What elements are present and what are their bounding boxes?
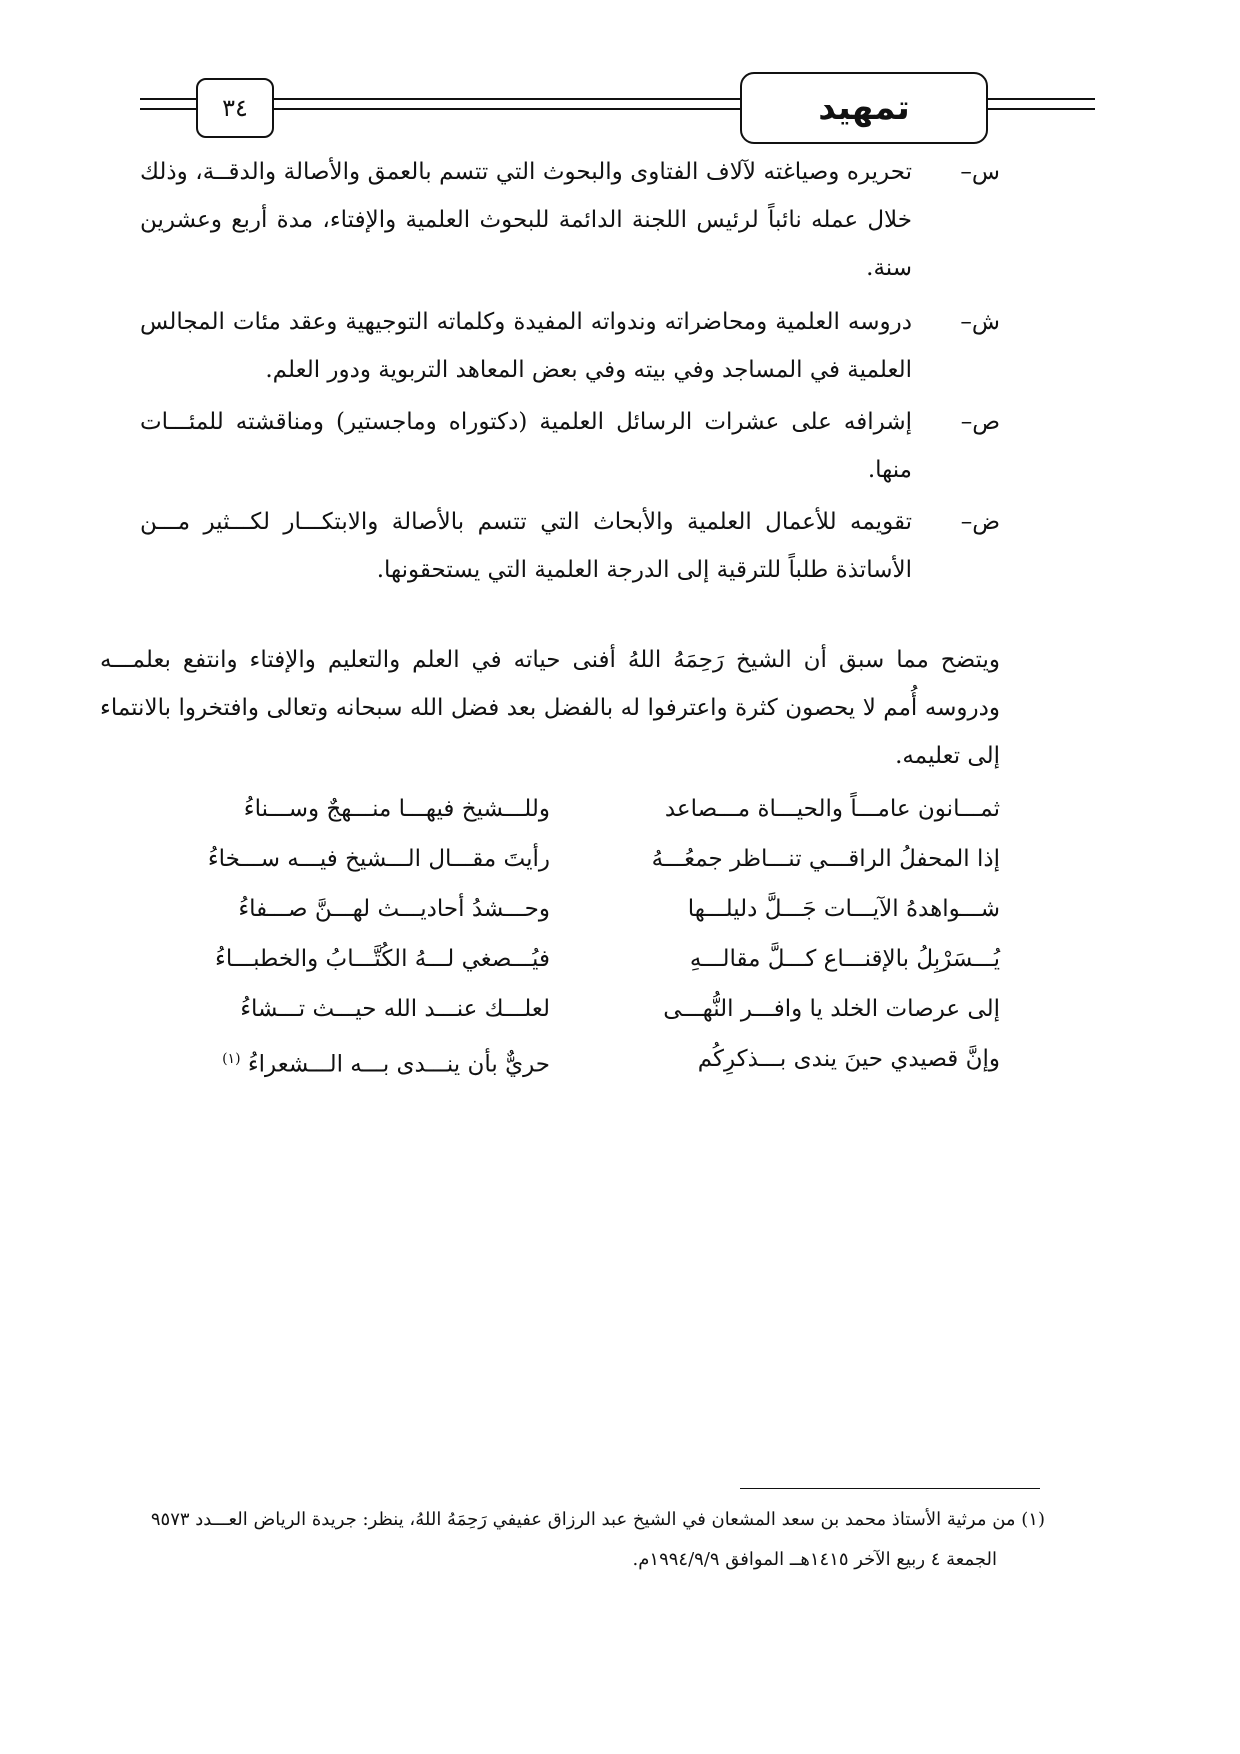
body-paragraph: ويتضح مما سبق أن الشيخ رَحِمَهُ اللهُ أفنى حياته في العلم والتعليم والإفتاء وانتفع بعلمـــه ودروسه أُمم لا يحصون كثرة واعترفوا له بالفضل بعد فضل الله سبحانه وتعالى وافتخروا بالانتماء إلى تعليمه. xyxy=(100,647,1000,769)
chapter-title: تمهيد xyxy=(818,88,910,128)
verse-second-hemistich: وللـــشيخ فيهـــا منـــهجٌ وســـناءُ xyxy=(243,796,550,822)
list-item xyxy=(140,498,1000,594)
verse-first-hemistich: إذا المحفلُ الراقـــي تنـــاظر جمعُـــهُ xyxy=(651,846,1000,872)
footnote-line: (١) من مرثية الأستاذ محمد بن سعد المشعان في الشيخ عبد الرزاق عفيفي رَحِمَهُ اللهُ، ينظر: جريدة الرياض العـــدد ٩٥٧٣ xyxy=(150,1509,1045,1530)
item-marker: ص– xyxy=(960,409,1000,435)
item-marker: س– xyxy=(960,159,1000,185)
chapter-title-box xyxy=(740,72,988,144)
verse-second-hemistich: رأيتَ مقـــال الـــشيخ فيـــه ســـخاءُ xyxy=(207,846,550,872)
footnote-line: الجمعة ٤ ربيع الآخر ١٤١٥هــ الموافق ١٩٩٤/٩/٩م. xyxy=(632,1549,997,1570)
item-marker: ض– xyxy=(960,509,1000,535)
verse-first-hemistich: يُـــسَرْبِلُ بالإقنـــاع كـــلَّ مقالـــهِ xyxy=(689,946,1000,972)
page-number-box xyxy=(196,78,274,138)
verse-second-hemistich: لعلـــك عنـــد الله حيـــث تـــشاءُ xyxy=(240,996,550,1022)
item-text: تقويمه للأعمال العلمية والأبحاث التي تتسم بالأصالة والابتكـــار لكـــثير مـــن الأساتذة طلباً للترقية إلى الدرجة العلمية التي يستحقونها. xyxy=(140,509,912,583)
item-text: دروسه العلمية ومحاضراته وندواته المفيدة وكلماته التوجيهية وعقد مئات المجالس العلمية في المساجد وفي بيته وفي بعض المعاهد التربوية ودور العلم. xyxy=(140,309,912,383)
item-text: إشرافه على عشرات الرسائل العلمية (دكتوراه وماجستير) ومناقشته للمئـــات منها. xyxy=(140,409,912,483)
verse-second-hemistich xyxy=(90,1036,550,1088)
footnote-separator xyxy=(740,1488,1040,1489)
item-marker: ش– xyxy=(960,309,1000,335)
footnote-reference: (١) xyxy=(222,1051,241,1067)
verse-first-hemistich: ثمـــانون عامـــاً والحيـــاة مـــصاعد xyxy=(664,796,1000,822)
verse-text: حريٌّ بأن ينـــدى بـــه الـــشعراءُ xyxy=(247,1051,550,1078)
page-number: ٣٤ xyxy=(222,94,248,122)
verse-first-hemistich: شـــواهدهُ الآيـــات جَـــلَّ دليلـــها xyxy=(687,896,1000,922)
verse-first-hemistich: وإنَّ قصيدي حينَ يندى بـــذكرِكُم xyxy=(697,1046,1000,1072)
item-text: تحريره وصياغته لآلاف الفتاوى والبحوث التي تتسم بالعمق والأصالة والدقــة، وذلك خلال عمله نائباً لرئيس اللجنة الدائمة للبحوث العلمية والإفتاء، مدة أربع وعشرين سنة. xyxy=(140,159,912,281)
list-item xyxy=(140,398,1000,494)
verse-second-hemistich: وحـــشدُ أحاديـــث لهـــنَّ صـــفاءُ xyxy=(238,896,550,922)
verse-first-hemistich: إلى عرصات الخلد يا وافـــر النُّهـــى xyxy=(663,996,1000,1022)
list-item xyxy=(140,298,1000,394)
verse-second-hemistich: فيُـــصغي لـــهُ الكُتَّـــابُ والخطبـــاءُ xyxy=(215,946,550,972)
list-item xyxy=(140,148,1000,292)
footnote xyxy=(145,1500,1045,1580)
